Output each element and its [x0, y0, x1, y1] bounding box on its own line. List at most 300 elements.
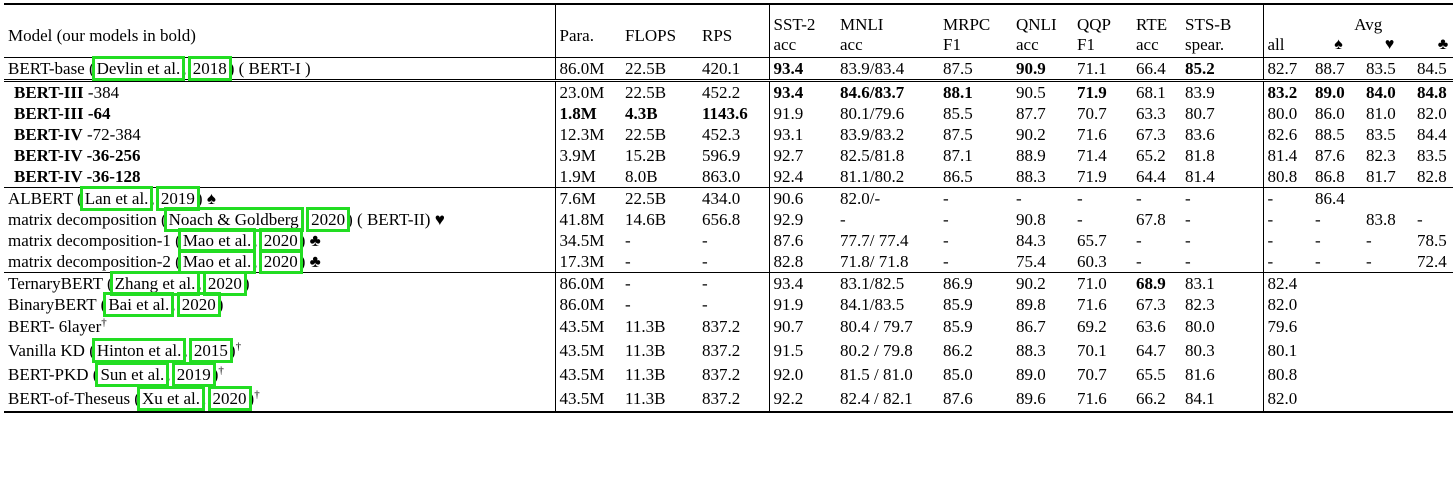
dagger-mark: †: [101, 316, 107, 329]
cell-club: 82.0: [1417, 103, 1447, 123]
cell-rte: 67.3: [1136, 294, 1166, 314]
citation-year-link[interactable]: 2015: [193, 341, 228, 360]
table-row: [4, 166, 1453, 188]
table-row: [4, 251, 1453, 273]
cell-sst2: 82.8: [769, 251, 836, 273]
cell-all: 80.8: [1263, 166, 1311, 188]
cell-qnli: 90.9: [1012, 58, 1073, 81]
cell-all: 82.4: [1263, 273, 1311, 295]
header-model: Model (our models in bold): [4, 4, 555, 58]
model-name-cell: [4, 273, 555, 295]
citation-separator: ,: [253, 251, 262, 271]
cell-mnli: 80.4 / 79.7: [840, 317, 913, 336]
citation-year-link[interactable]: 2020: [311, 209, 346, 229]
cell-para: 43.5M: [555, 339, 621, 363]
cell-qqp: -: [1077, 209, 1083, 229]
cell-rte: 64.4: [1136, 166, 1166, 186]
model-name-cell: [4, 251, 555, 273]
cell-qqp: 71.6: [1077, 124, 1107, 144]
citation-author-link[interactable]: Sun et al.: [100, 365, 165, 384]
model-name-cell: [4, 315, 555, 339]
cell-qqp: 71.0: [1073, 273, 1132, 295]
cell-rte: 66.2: [1132, 387, 1181, 412]
cell-stsb: 85.2: [1181, 58, 1263, 81]
cell-spade: [1311, 363, 1362, 387]
model-name-suffix: ) ( BERT-I ): [228, 58, 311, 78]
model-name-cell: [4, 294, 555, 315]
table-row: [4, 387, 1453, 412]
cell-all: 80.1: [1263, 339, 1311, 363]
cell-rte: 64.7: [1136, 341, 1166, 360]
cell-all: 79.6: [1263, 315, 1311, 339]
cell-spade: [1311, 294, 1362, 315]
cell-mnli: 82.0/-: [836, 188, 939, 210]
cell-heart: 81.7: [1366, 166, 1396, 186]
header-avg-all: all: [1263, 35, 1311, 58]
cell-qqp: 60.3: [1077, 251, 1107, 271]
cell-heart: 81.0: [1366, 103, 1396, 123]
heart-icon: ♥: [1384, 36, 1395, 53]
cell-club: [1413, 363, 1453, 387]
table-row: [4, 273, 1453, 295]
cell-all: 82.0: [1263, 294, 1311, 315]
cell-rps: 837.2: [702, 365, 741, 384]
cell-flops: 15.2B: [625, 145, 667, 165]
model-name-suffix: ) ♣: [299, 251, 321, 271]
cell-para: 43.5M: [555, 363, 621, 387]
cell-club: 78.5: [1417, 230, 1447, 250]
cell-qqp: 71.4: [1077, 145, 1107, 165]
table-row: [4, 315, 1453, 339]
cell-club: [1413, 273, 1453, 295]
model-name-suffix: ): [212, 365, 219, 384]
cell-club: 84.5: [1413, 58, 1453, 81]
cell-all: -: [1263, 251, 1311, 273]
cell-stsb: -: [1185, 251, 1191, 271]
cell-rte: 63.3: [1136, 103, 1166, 123]
citation-year-link[interactable]: 2020: [207, 273, 242, 293]
cell-mrpc: 87.5: [943, 124, 973, 144]
cell-sst2: 90.7: [769, 315, 836, 339]
cell-qnli: 90.8: [1016, 209, 1046, 229]
citation-year-link[interactable]: 2020: [212, 389, 247, 408]
cell-qnli: 84.3: [1016, 230, 1046, 250]
cell-stsb: -: [1185, 230, 1191, 250]
header-metric-qqp: F1: [1077, 35, 1095, 54]
cell-para: 23.0M: [555, 81, 621, 104]
cell-stsb: -: [1185, 209, 1191, 229]
cell-rps: 434.0: [698, 188, 769, 210]
cell-mnli: 84.1/83.5: [840, 294, 905, 314]
cell-sst2: 91.9: [769, 294, 836, 315]
citation-year-link[interactable]: 2020: [263, 230, 298, 250]
model-name: Vanilla KD (: [8, 341, 95, 360]
cell-rps: -: [702, 251, 708, 271]
cell-club: 84.8: [1413, 81, 1453, 104]
cell-rps: 1143.6: [702, 103, 748, 123]
cell-club: 84.4: [1417, 124, 1447, 144]
cell-rps: 837.2: [702, 317, 741, 336]
header-metric-sst2: acc: [769, 35, 836, 58]
cell-spade: 88.7: [1311, 58, 1362, 81]
cell-spade: [1311, 387, 1362, 412]
cell-qqp: 71.9: [1073, 81, 1132, 104]
header-task-mnli: MNLI: [836, 4, 939, 35]
cell-stsb: 83.9: [1181, 81, 1263, 104]
citation-year-link[interactable]: 2019: [176, 365, 211, 384]
cell-mnli: 82.5/81.8: [840, 145, 905, 165]
cell-stsb: 81.8: [1185, 145, 1215, 165]
cell-club: 83.5: [1417, 145, 1447, 165]
cell-rte: 66.4: [1132, 58, 1181, 81]
cell-mnli: 82.4 / 82.1: [836, 387, 939, 412]
cell-stsb: 81.4: [1185, 166, 1215, 186]
header-task-stsb: STS-B: [1181, 4, 1263, 35]
cell-qqp: 70.7: [1077, 103, 1107, 123]
table-row: [4, 188, 1453, 210]
cell-flops: 4.3B: [625, 103, 658, 123]
cell-spade: 86.4: [1311, 188, 1362, 210]
cell-rps: 863.0: [702, 166, 741, 186]
cell-flops: 11.3B: [625, 365, 666, 384]
cell-mnli: 83.1/82.5: [836, 273, 939, 295]
header-metric-stsb: spear.: [1185, 35, 1225, 54]
cell-flops: -: [625, 251, 631, 271]
model-name-cell: [4, 81, 555, 104]
cell-heart: 83.5: [1366, 124, 1396, 144]
cell-rte: 67.8: [1136, 209, 1166, 229]
citation-separator: ,: [150, 188, 159, 208]
cell-rps: 420.1: [698, 58, 769, 81]
spade-icon: ♠: [1334, 36, 1343, 53]
model-name: matrix decomposition (: [8, 209, 167, 229]
citation-author-link[interactable]: Zhang et al.: [114, 273, 196, 293]
cell-mnli: -: [840, 209, 846, 229]
cell-rps: 452.3: [702, 124, 741, 144]
results-table: [4, 3, 1453, 413]
cell-para: 86.0M: [555, 294, 621, 315]
model-name-bold: BERT-IV: [14, 124, 83, 144]
header-rps: RPS: [698, 4, 769, 58]
model-name-suffix: ): [248, 389, 255, 408]
cell-para: 1.9M: [555, 166, 621, 188]
citation-year-link[interactable]: 2020: [263, 251, 298, 271]
cell-flops: 22.5B: [621, 58, 698, 81]
cell-heart: 82.3: [1366, 145, 1396, 165]
cell-club: [1413, 188, 1453, 210]
cell-sst2: 87.6: [769, 230, 836, 251]
cell-flops: -: [625, 294, 631, 314]
cell-all: 81.4: [1263, 145, 1311, 166]
cell-rte: 63.6: [1136, 317, 1166, 336]
cell-para: 17.3M: [555, 251, 621, 273]
citation-author-link[interactable]: Bai et al.: [108, 294, 170, 314]
table-row: [4, 81, 1453, 104]
cell-rps: 596.9: [702, 145, 741, 165]
dagger-mark: †: [254, 388, 260, 401]
citation-separator: ,: [183, 341, 192, 360]
cell-mnli: 81.5 / 81.0: [840, 365, 913, 384]
header-task-qnli: QNLI: [1012, 4, 1073, 35]
model-name-bold: BERT-III: [14, 82, 84, 102]
model-name: BERT-base (: [8, 58, 95, 78]
model-name-cell: [4, 230, 555, 251]
cell-rps: -: [698, 273, 769, 295]
club-icon: ♣: [1437, 36, 1449, 53]
cell-mnli: 71.8/ 71.8: [840, 251, 909, 271]
model-name-bold: BERT-IV -36-128: [14, 166, 141, 186]
cell-spade: 89.0: [1311, 81, 1362, 104]
cell-qnli: 90.2: [1016, 124, 1046, 144]
cell-rps: -: [702, 294, 708, 314]
model-name-cell: [4, 103, 555, 124]
table-row: [4, 124, 1453, 145]
cell-mnli: 80.1/79.6: [840, 103, 905, 123]
cell-spade: 87.6: [1315, 145, 1345, 165]
cell-flops: 14.6B: [625, 209, 667, 229]
cell-heart: -: [1366, 230, 1372, 250]
model-name-cell: [4, 145, 555, 166]
cell-qqp: 71.6: [1073, 387, 1132, 412]
cell-qqp: -: [1073, 188, 1132, 210]
model-name: BinaryBERT (: [8, 294, 107, 314]
table-row: [4, 339, 1453, 363]
cell-sst2: 91.9: [769, 103, 836, 124]
cell-heart: [1362, 273, 1413, 295]
cell-mnli: 84.6/83.7: [836, 81, 939, 104]
cell-para: 34.5M: [555, 230, 621, 251]
cell-flops: 11.3B: [625, 317, 666, 336]
citation-author-link[interactable]: Lan et al.: [84, 188, 149, 208]
cell-all: 82.6: [1263, 124, 1311, 145]
cell-sst2: 93.4: [769, 58, 836, 81]
cell-rps: 656.8: [702, 209, 741, 229]
cell-para: 12.3M: [555, 124, 621, 145]
cell-sst2: 92.4: [769, 166, 836, 188]
header-task-rte: RTE: [1132, 4, 1181, 35]
cell-spade: -: [1315, 209, 1321, 229]
citation-author-link[interactable]: Hinton et al.: [96, 341, 182, 360]
header-flops: FLOPS: [621, 4, 698, 58]
cell-all: -: [1263, 188, 1311, 210]
cell-all: 83.2: [1263, 81, 1311, 104]
cell-para: 43.5M: [555, 315, 621, 339]
cell-rps: 837.2: [698, 387, 769, 412]
cell-heart: [1362, 339, 1413, 363]
cell-qqp: 71.6: [1077, 294, 1107, 314]
cell-para: 7.6M: [555, 188, 621, 210]
cell-rte: 68.9: [1132, 273, 1181, 295]
cell-stsb: 83.6: [1185, 124, 1215, 144]
cell-rte: -: [1136, 230, 1142, 250]
cell-rte: -: [1132, 188, 1181, 210]
header-task-mrpc: MRPC: [939, 4, 1012, 35]
cell-qnli: 90.2: [1012, 273, 1073, 295]
cell-all: -: [1263, 230, 1311, 251]
model-name-cell: [4, 58, 555, 81]
cell-rps: -: [702, 230, 708, 250]
cell-mrpc: 85.9: [943, 317, 973, 336]
cell-sst2: 92.7: [769, 145, 836, 166]
cell-rps: 452.2: [698, 81, 769, 104]
citation-author-link[interactable]: Noach & Goldberg: [168, 209, 299, 229]
cell-heart: 83.8: [1366, 209, 1396, 229]
table-body: [4, 58, 1453, 413]
cell-mrpc: 87.6: [939, 387, 1012, 412]
model-name: matrix decomposition-2 (: [8, 251, 181, 271]
model-name-cell: [4, 387, 555, 412]
cell-para: 1.8M: [555, 103, 621, 124]
cell-qnli: 88.9: [1016, 145, 1046, 165]
cell-spade: [1311, 339, 1362, 363]
cell-qnli: 75.4: [1016, 251, 1046, 271]
cell-qqp: 71.9: [1077, 166, 1107, 186]
cell-spade: [1311, 273, 1362, 295]
cell-flops: 22.5B: [621, 81, 698, 104]
cell-flops: 22.5B: [621, 188, 698, 210]
cell-heart: [1362, 188, 1413, 210]
cell-flops: -: [621, 273, 698, 295]
cell-stsb: 84.1: [1181, 387, 1263, 412]
cell-all: 82.7: [1263, 58, 1311, 81]
cell-sst2: 92.9: [769, 209, 836, 230]
cell-mrpc: 88.1: [939, 81, 1012, 104]
cell-heart: 84.0: [1362, 81, 1413, 104]
cell-mnli: 83.9/83.4: [836, 58, 939, 81]
cell-sst2: 92.2: [769, 387, 836, 412]
cell-stsb: 80.0: [1185, 317, 1215, 336]
header-metric-qnli: acc: [1016, 35, 1039, 54]
cell-stsb: 81.6: [1185, 365, 1215, 384]
cell-heart: [1362, 363, 1413, 387]
cell-rte: 65.2: [1136, 145, 1166, 165]
cell-heart: [1362, 315, 1413, 339]
citation-author-link[interactable]: Mao et al.: [182, 251, 252, 271]
cell-club: [1413, 315, 1453, 339]
cell-mrpc: 86.2: [943, 341, 973, 360]
cell-qnli: 89.6: [1012, 387, 1073, 412]
cell-spade: 88.5: [1315, 124, 1345, 144]
cell-club: -: [1417, 209, 1423, 229]
model-name-cell: [4, 124, 555, 145]
citation-separator: ,: [182, 58, 191, 78]
table-row: [4, 363, 1453, 387]
cell-mrpc: -: [943, 230, 949, 250]
table-row: [4, 103, 1453, 124]
cell-para: 43.5M: [555, 387, 621, 412]
cell-mnli: 83.9/83.2: [840, 124, 905, 144]
cell-heart: [1362, 294, 1413, 315]
cell-all: 80.8: [1263, 363, 1311, 387]
cell-qnli: 88.3: [1016, 341, 1046, 360]
citation-year-link[interactable]: 2020: [181, 294, 216, 314]
header-metric-mrpc: F1: [943, 35, 961, 54]
table-row: [4, 145, 1453, 166]
citation-author-link[interactable]: Xu et al.: [141, 389, 201, 408]
cell-spade: 86.8: [1315, 166, 1345, 186]
cell-sst2: 91.5: [769, 339, 836, 363]
model-name-cell: [4, 339, 555, 363]
table-row: [4, 58, 1453, 81]
cell-qqp: 70.7: [1077, 365, 1107, 384]
cell-mrpc: -: [939, 188, 1012, 210]
cell-stsb: -: [1181, 188, 1263, 210]
cell-stsb: 80.3: [1185, 341, 1215, 360]
cell-club: [1413, 387, 1453, 412]
model-name: BERT-of-Theseus (: [8, 389, 140, 408]
model-name-suffix: ): [229, 341, 236, 360]
citation-author-link[interactable]: Devlin et al.: [96, 58, 181, 78]
cell-mrpc: 86.9: [939, 273, 1012, 295]
cell-qnli: 86.7: [1016, 317, 1046, 336]
cell-club: [1413, 339, 1453, 363]
cell-qqp: 65.7: [1077, 230, 1107, 250]
header-para: Para.: [555, 4, 621, 58]
cell-heart: [1362, 387, 1413, 412]
cell-mrpc: 87.5: [939, 58, 1012, 81]
model-name: TernaryBERT (: [8, 273, 113, 293]
cell-qnli: -: [1012, 188, 1073, 210]
cell-club: 72.4: [1417, 251, 1447, 271]
cell-all: 82.0: [1263, 387, 1311, 412]
cell-mnli: 77.7/ 77.4: [840, 230, 909, 250]
cell-qqp: 71.1: [1073, 58, 1132, 81]
cell-spade: -: [1315, 230, 1321, 250]
cell-para: 86.0M: [555, 58, 621, 81]
cell-qnli: 90.5: [1012, 81, 1073, 104]
header-metric-rte: acc: [1136, 35, 1159, 54]
cell-club: [1413, 294, 1453, 315]
cell-rps: 837.2: [702, 341, 741, 360]
table-row: [4, 230, 1453, 251]
citation-separator: ,: [197, 273, 206, 293]
citation-separator: ,: [300, 209, 310, 229]
citation-author-link[interactable]: Mao et al.: [182, 230, 252, 250]
cell-flops: 11.3B: [621, 387, 698, 412]
cell-all: 80.0: [1263, 103, 1311, 124]
model-name-suffix: ): [243, 273, 250, 293]
model-name: BERT-PKD (: [8, 365, 99, 384]
model-name-cell: [4, 188, 555, 210]
cell-mnli: 81.1/80.2: [840, 166, 905, 186]
header-avg: Avg: [1263, 4, 1453, 35]
citation-year-link[interactable]: 2018: [192, 58, 227, 78]
cell-mnli: 80.2 / 79.8: [840, 341, 913, 360]
model-name-suffix: -384: [83, 82, 120, 102]
cell-qqp: 69.2: [1077, 317, 1107, 336]
citation-separator: ,: [253, 230, 262, 250]
cell-mrpc: 86.5: [943, 166, 973, 186]
dagger-mark: †: [218, 364, 224, 377]
citation-year-link[interactable]: 2019: [160, 188, 195, 208]
cell-heart: -: [1366, 251, 1372, 271]
cell-club: 82.8: [1417, 166, 1447, 186]
table-row: [4, 209, 1453, 230]
cell-mrpc: 85.5: [943, 103, 973, 123]
citation-separator: ,: [202, 389, 211, 408]
cell-rte: -: [1136, 251, 1142, 271]
cell-para: 41.8M: [555, 209, 621, 230]
model-name-cell: [4, 209, 555, 230]
citation-separator: ,: [166, 365, 175, 384]
cell-rte: 67.3: [1136, 124, 1166, 144]
model-name-cell: [4, 363, 555, 387]
cell-spade: -: [1315, 251, 1321, 271]
model-name-suffix: ) ( BERT-II) ♥: [347, 209, 445, 229]
cell-mrpc: -: [943, 251, 949, 271]
dagger-mark: †: [235, 340, 242, 353]
cell-spade: [1311, 315, 1362, 339]
